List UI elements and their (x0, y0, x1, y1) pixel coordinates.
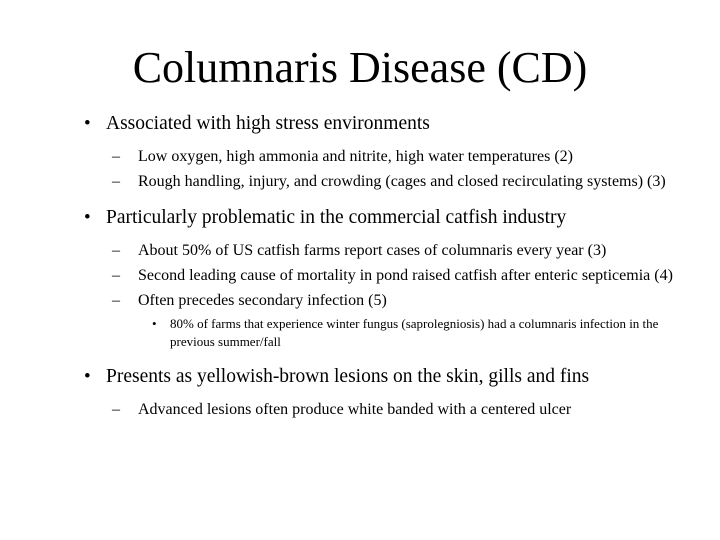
sub-bullet-text: Low oxygen, high ammonia and nitrite, high water temperatures (2) (138, 148, 573, 165)
sub-bullet-item (84, 146, 684, 167)
dash-icon: – (112, 267, 120, 284)
sub-bullet-text: Often precedes secondary infection (5) (138, 292, 387, 309)
bullet-item (84, 365, 684, 389)
sub-bullet-item (84, 290, 684, 311)
bullet-text: Associated with high stress environments (106, 113, 430, 134)
sub-bullet-text: Second leading cause of mortality in pond raised catfish after enteric septicemia (4) (138, 267, 673, 284)
bullet-item (84, 112, 684, 136)
sub-bullet-item (84, 265, 684, 286)
sub-bullet-text: Advanced lesions often produce white banded with a centered ulcer (138, 401, 572, 418)
sub-sub-bullet-text: 80% of farms that experience winter fungus (saprolegniosis) had a columnaris infection in the previous summer/fall (170, 316, 659, 349)
sub-bullet-item (84, 240, 684, 261)
bullet-text: Presents as yellowish-brown lesions on the skin, gills and fins (106, 366, 590, 387)
bullet-icon: • (84, 366, 91, 387)
sub-bullet-item (84, 399, 684, 420)
sub-bullet-item (84, 171, 684, 192)
dash-icon: – (112, 292, 120, 309)
dash-icon: – (112, 242, 120, 259)
dash-icon: – (112, 173, 120, 190)
sub-sub-bullet-item (84, 315, 670, 351)
bullet-icon: • (84, 207, 91, 228)
bullet-icon: • (84, 113, 91, 134)
bullet-text: Particularly problematic in the commercial catfish industry (106, 207, 567, 228)
bullet-item (84, 206, 684, 230)
sub-bullet-text: About 50% of US catfish farms report cases of columnaris every year (3) (138, 242, 607, 259)
sub-bullet-text: Rough handling, injury, and crowding (cages and closed recirculating systems) (3) (138, 173, 666, 190)
bullet-icon: • (152, 316, 157, 331)
slide-title: Columnaris Disease (CD) (132, 43, 588, 92)
dash-icon: – (112, 148, 120, 165)
slide-content (84, 112, 684, 424)
dash-icon: – (112, 401, 120, 418)
